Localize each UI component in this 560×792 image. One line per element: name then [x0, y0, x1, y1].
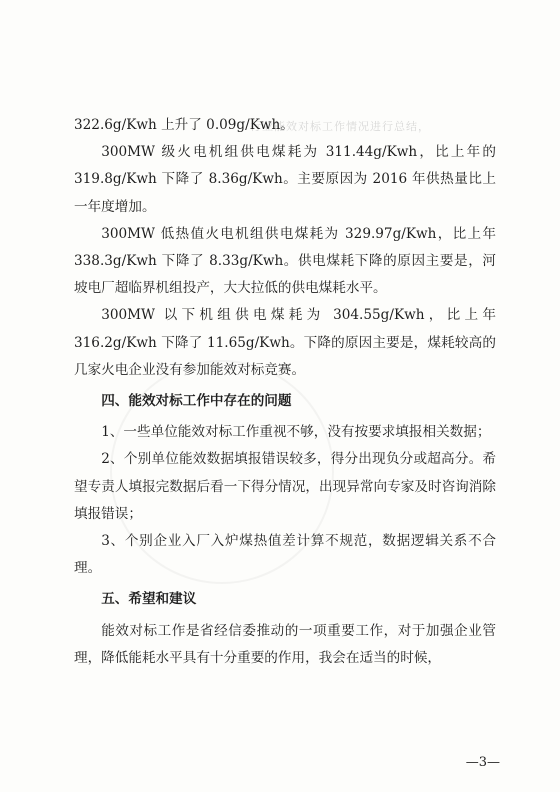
paragraph-300mw-low-heat: 300MW 低热值火电机组供电煤耗为 329.97g/Kwh，比上年 338.3g/Kwh 下降了 8.33g/Kwh。供电煤耗下降的原因主要是，河坡电厂超临界机组投产，大大拉低的供电煤耗水平。 — [74, 225, 496, 297]
paragraph-suggestions: 能效对标工作是省经信委推动的一项重要工作，对于加强企业管理，降低能耗水平具有十分重要的作用，我会在适当的时候， — [74, 622, 496, 666]
section-heading-problems: 四、能效对标工作中存在的问题 — [101, 393, 292, 410]
body-text — [74, 112, 496, 672]
paragraph-300mw: 300MW 级火电机组供电煤耗为 311.44g/Kwh，比上年的 319.8g/Kwh 下降了 8.36g/Kwh。主要原因为 2016 年供热量比上一年度增加。 — [74, 144, 496, 215]
bleed-through-text: 行业能效对标工作情况进行总结， — [250, 120, 430, 133]
section-heading-suggestions: 五、希望和建议 — [101, 591, 197, 608]
paragraph-below-300mw: 300MW 以下机组供电煤耗为 304.55g/Kwh，比上年 316.2g/Kwh 下降了 11.65g/Kwh。下降的原因主要是，煤耗较高的几家火电企业没有参加能效对标竞赛。 — [74, 307, 496, 378]
problem-item-2: 2、个别单位能效数据填报错误较多，得分出现负分或超高分。希望专责人填报完数据后看一下得分情况，出现异常向专家及时咨询消除填报错误； — [74, 451, 496, 522]
problem-item-1: 1、一些单位能效对标工作重视不够，没有按要求填报相关数据； — [101, 424, 491, 441]
paragraph-continuation: 322.6g/Kwh 上升了 0.09g/Kwh。 — [74, 117, 294, 133]
page-number: —3— — [465, 755, 500, 770]
problem-item-3: 3、个别企业入厂入炉煤热值差计算不规范，数据逻辑关系不合理。 — [74, 533, 496, 577]
